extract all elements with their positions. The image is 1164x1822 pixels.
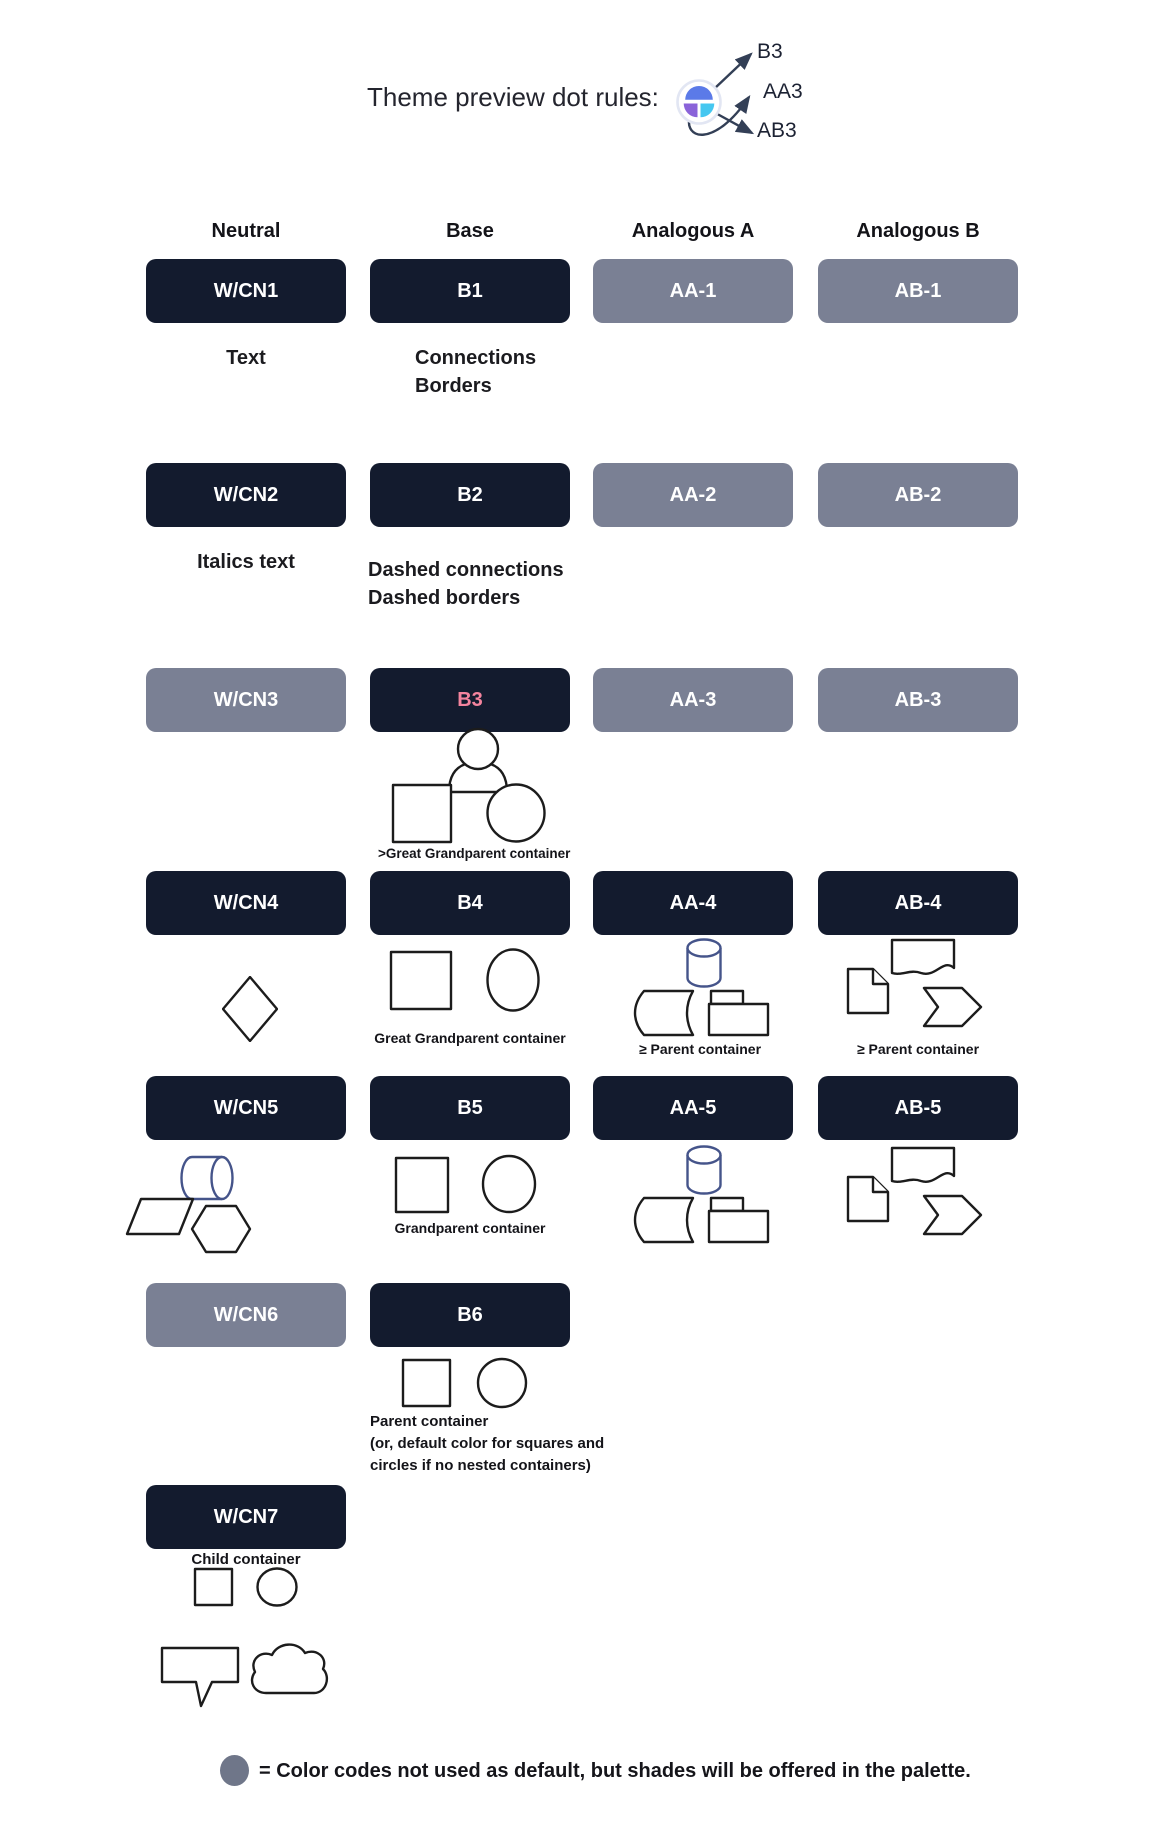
square-shape — [393, 785, 451, 842]
square-shape — [403, 1360, 450, 1406]
square-shape — [391, 952, 451, 1009]
swatch-wcn6 — [146, 1283, 346, 1347]
b6-caption — [370, 1411, 604, 1477]
swatch-aa1 — [593, 259, 793, 323]
swatch-label: AB-1 — [894, 279, 942, 302]
swatch-aa5 — [593, 1076, 793, 1140]
swatch-label: B2 — [457, 483, 483, 506]
swatch-b2 — [370, 463, 570, 527]
cylinder-end-icon — [212, 1157, 233, 1199]
folded-corner — [873, 969, 888, 984]
person-head-icon — [458, 729, 498, 769]
swatch-label: AA-3 — [669, 688, 717, 711]
b5-caption: Grandparent container — [394, 1220, 546, 1236]
swatch-wcn1 — [146, 259, 346, 323]
swatch-label: AB-4 — [894, 891, 942, 914]
folded-corner — [873, 1177, 888, 1192]
annotation-line: Dashed borders — [368, 587, 521, 609]
swatch-ab3 — [818, 668, 1018, 732]
column-header-analogous-b: Analogous B — [856, 220, 980, 242]
swatch-label: B4 — [457, 891, 483, 914]
swatch-label: W/CN2 — [213, 483, 279, 506]
ab4-shape-cluster — [840, 932, 988, 1032]
swatch-label: AA-4 — [669, 891, 717, 914]
swatch-aa2 — [593, 463, 793, 527]
dot-label-ab3: AB3 — [757, 119, 797, 142]
circle-shape — [483, 1156, 535, 1212]
arrow-to-b3 — [714, 54, 751, 89]
b5-shape-cluster — [392, 1154, 542, 1216]
cn7-caption: Child container — [191, 1551, 301, 1568]
swatch-aa4 — [593, 871, 793, 935]
stored-data-shape — [635, 991, 693, 1035]
swatch-ab1 — [818, 259, 1018, 323]
chevron-shape — [924, 988, 981, 1026]
swatch-label: AB-2 — [894, 483, 942, 506]
swatch-label: AB-5 — [894, 1096, 942, 1119]
annotation-connections-borders — [415, 344, 536, 400]
hexagon-shape — [192, 1206, 250, 1252]
annotation-line: Connections — [415, 347, 537, 369]
column-header-neutral: Neutral — [211, 220, 281, 242]
aa4-caption: ≥ Parent container — [638, 1041, 762, 1057]
swatch-label: AA-2 — [669, 483, 717, 506]
swatch-b5 — [370, 1076, 570, 1140]
ab4-caption: ≥ Parent container — [856, 1041, 980, 1057]
aa4-shape-cluster — [625, 934, 775, 1038]
column-header-analogous-a: Analogous A — [631, 220, 755, 242]
annotation-line: Dashed connections — [368, 559, 564, 581]
annotation-text: Text — [226, 347, 266, 369]
swatch-label: W/CN1 — [213, 279, 279, 302]
b4-caption: Great Grandparent container — [374, 1030, 566, 1046]
speech-bubble-shape — [162, 1648, 238, 1706]
swatch-ab4 — [818, 871, 1018, 935]
swatch-wcn4 — [146, 871, 346, 935]
swatch-wcn7 — [146, 1485, 346, 1549]
legend-dot — [220, 1755, 249, 1786]
swatch-label: B3 — [457, 688, 483, 711]
swatch-label: W/CN3 — [213, 688, 279, 711]
caption-line: (or, default color for squares and — [370, 1435, 605, 1452]
aa5-shape-cluster — [625, 1141, 775, 1245]
rectangle-shape — [709, 1211, 768, 1242]
caption-line: circles if no nested containers) — [370, 1457, 591, 1474]
torn-paper-shape — [892, 1148, 954, 1182]
torn-paper-shape — [892, 940, 954, 974]
swatch-b6 — [370, 1283, 570, 1347]
swatch-ab2 — [818, 463, 1018, 527]
circle-shape — [478, 1359, 526, 1407]
circle-shape — [258, 1569, 297, 1606]
tab-shape — [711, 1198, 743, 1211]
swatch-label: B6 — [457, 1303, 483, 1326]
b3-shape-cluster — [378, 722, 558, 844]
circle-shape — [488, 950, 539, 1011]
swatch-wcn3 — [146, 668, 346, 732]
square-shape — [195, 1569, 232, 1605]
swatch-b4 — [370, 871, 570, 935]
rectangle-shape — [709, 1004, 768, 1035]
wcn4-shape-cluster — [222, 976, 278, 1042]
swatch-label: AB-3 — [894, 688, 942, 711]
swatch-wcn5 — [146, 1076, 346, 1140]
tab-shape — [711, 991, 743, 1004]
document-shape — [848, 969, 888, 1013]
chevron-shape — [924, 1196, 981, 1234]
cloud-shape — [252, 1645, 327, 1693]
legend-text: = Color codes not used as default, but shades will be offered in the palette. — [259, 1760, 971, 1782]
parallelogram-shape — [127, 1199, 193, 1234]
b3-caption: >Great Grandparent container — [378, 846, 571, 861]
cylinder-top-icon — [688, 940, 721, 957]
dot-label-b3: B3 — [757, 40, 783, 63]
diamond-shape — [223, 977, 277, 1041]
swatch-label: AA-5 — [669, 1096, 717, 1119]
swatch-label: AA-1 — [669, 279, 717, 302]
cn7-extra-shapes — [155, 1636, 340, 1710]
swatch-label: W/CN4 — [213, 891, 279, 914]
cn7-shape-cluster — [190, 1564, 302, 1610]
swatch-label: W/CN7 — [213, 1505, 279, 1528]
annotation-dashed — [368, 556, 564, 612]
dot-label-aa3: AA3 — [763, 80, 803, 103]
stored-data-shape — [635, 1198, 693, 1242]
swatch-aa3 — [593, 668, 793, 732]
b4-shape-cluster — [388, 948, 543, 1016]
ab5-shape-cluster — [840, 1140, 988, 1240]
column-header-base: Base — [446, 220, 494, 242]
swatch-label: W/CN5 — [213, 1096, 279, 1119]
annotation-italics-text: Italics text — [197, 551, 295, 573]
preview-dot-diagram — [630, 18, 840, 158]
page-title: Theme preview dot rules: — [367, 82, 659, 112]
swatch-ab5 — [818, 1076, 1018, 1140]
caption-line: Parent container — [370, 1413, 489, 1430]
b6-shape-cluster — [398, 1354, 533, 1410]
document-shape — [848, 1177, 888, 1221]
swatch-b1 — [370, 259, 570, 323]
annotation-line: Borders — [415, 375, 492, 397]
swatch-wcn2 — [146, 463, 346, 527]
swatch-label: W/CN6 — [213, 1303, 279, 1326]
swatch-label: B1 — [457, 279, 483, 302]
cylinder-top-icon — [688, 1147, 721, 1164]
wcn5-shape-cluster — [120, 1150, 260, 1256]
square-shape — [396, 1158, 448, 1212]
circle-shape — [488, 785, 545, 842]
swatch-label: B5 — [457, 1096, 483, 1119]
